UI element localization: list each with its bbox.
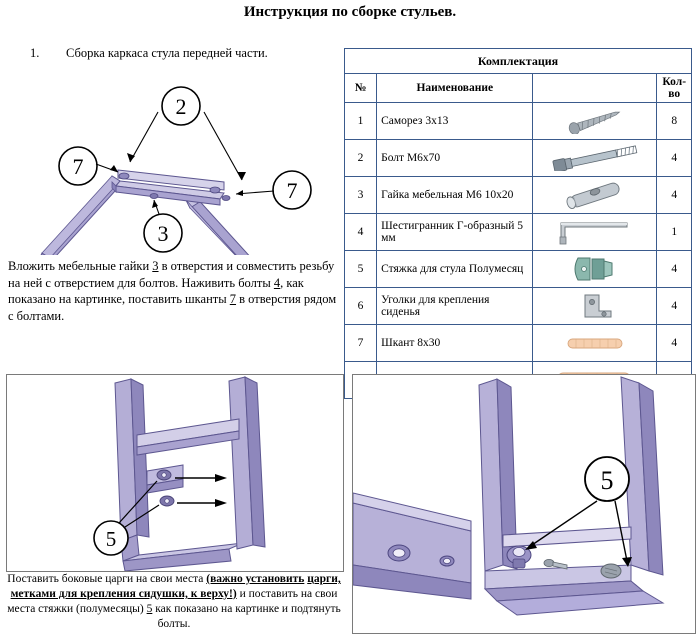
bolt-icon: [543, 145, 647, 171]
table-title: Комплектация: [345, 49, 692, 74]
part-quantity: 4: [657, 288, 692, 325]
caption-ref-4: 4: [273, 275, 281, 290]
figure-left: [6, 374, 344, 572]
callout-label-5-right: 5: [600, 466, 614, 495]
parts-table: [344, 48, 692, 399]
part-name: Шестигранник Г-образный 5 мм: [377, 214, 533, 251]
dowel-small-icon: [550, 333, 640, 353]
callout-label-2: 2: [175, 94, 187, 119]
caption-text-2a: ней с отверстием для болтов. Наживить болты: [23, 275, 274, 290]
step-1-number: 1.: [30, 46, 40, 60]
figure-left-illustration: [7, 375, 343, 571]
table-row: [345, 288, 692, 325]
callout-label-3: 3: [157, 221, 169, 246]
figure-right-illustration: [353, 375, 695, 633]
column-header-picture: [533, 74, 657, 103]
bottom-caption: [6, 572, 342, 632]
callout-label-5-left: 5: [105, 527, 117, 551]
bottom-caption-emph-1: (важно установить: [206, 573, 305, 585]
callout-label-7-right: 7: [286, 178, 298, 203]
part-name: Стяжка для стула Полумесяц: [377, 251, 533, 288]
column-header-name: Наименование: [377, 74, 533, 103]
part-name: Болт М6х70: [377, 140, 533, 177]
part-quantity: 4: [657, 140, 692, 177]
crescent-bracket-icon: [560, 254, 630, 284]
bottom-caption-ref-5: 5: [146, 602, 153, 615]
table-row: [345, 140, 692, 177]
part-name: Шкант 8х30: [377, 325, 533, 362]
part-number: 2: [345, 140, 377, 177]
caption-text-3a: на картинке, поставить шканты: [58, 292, 230, 306]
part-picture: [533, 177, 657, 214]
part-picture: [533, 288, 657, 325]
bottom-caption-emph-2: царги, метками для крепления сидушки, к верху!): [10, 573, 341, 600]
crescent-fitting-left: [157, 470, 171, 480]
part-quantity: 4: [657, 177, 692, 214]
part-number: 6: [345, 288, 377, 325]
part-quantity: 1: [657, 214, 692, 251]
caption-text-1a: Вложить мебельные гайки: [8, 259, 153, 273]
part-number: 3: [345, 177, 377, 214]
page-title: Инструкция по сборке стульев.: [243, 4, 457, 20]
part-name: Саморез 3х13: [377, 103, 533, 140]
column-header-number: №: [345, 74, 377, 103]
crescent-fitting-right: [160, 496, 174, 506]
part-quantity: 4: [657, 251, 692, 288]
part-number: 4: [345, 214, 377, 251]
bottom-caption-3a: поставить на свои места стяжки (полумесяцы): [7, 587, 338, 615]
step-1-caption: [8, 258, 342, 324]
part-quantity: 8: [657, 103, 692, 140]
figure-right: [352, 374, 696, 634]
screw-icon: [545, 108, 645, 134]
bottom-caption-2c: и: [236, 587, 246, 600]
table-row: [345, 103, 692, 140]
angle-bracket-icon: [565, 291, 625, 321]
parts-table-wrapper: [344, 48, 692, 399]
part-number: 1: [345, 103, 377, 140]
part-picture: [533, 251, 657, 288]
part-number: 5: [345, 251, 377, 288]
column-header-quantity: Кол-во: [657, 74, 692, 103]
part-picture: [533, 214, 657, 251]
part-quantity: 4: [657, 325, 692, 362]
table-row: [345, 177, 692, 214]
bottom-caption-1a: Поставить боковые царги на свои места: [7, 573, 207, 585]
caption-text-3c: в отверстия рядом с болтами.: [8, 292, 337, 323]
crescent-fitting-right-2: [601, 564, 621, 578]
step-1-heading: Сборка каркаса стула передней части.: [66, 46, 268, 60]
bottom-caption-3c: как показано на: [152, 602, 233, 615]
caption-text-2c: , как показано: [8, 275, 304, 306]
part-picture: [533, 325, 657, 362]
step-1-illustration: [8, 40, 342, 255]
hex-key-icon: [545, 217, 645, 247]
table-row: [345, 325, 692, 362]
callout-label-7-left: 7: [72, 154, 84, 179]
table-title-row: [345, 49, 692, 74]
bottom-caption-4: картинке и подтянуть болты.: [157, 602, 341, 630]
part-number: 7: [345, 325, 377, 362]
table-row: [345, 214, 692, 251]
part-name: Гайка мебельная М6 10х20: [377, 177, 533, 214]
step-1-section: [8, 40, 338, 325]
barrel-nut-icon: [550, 181, 640, 209]
table-row: [345, 251, 692, 288]
part-name: Уголки для крепления сиденья: [377, 288, 533, 325]
caption-ref-7: 7: [229, 292, 237, 306]
part-picture: [533, 103, 657, 140]
caption-ref-3: 3: [152, 259, 159, 273]
part-picture: [533, 140, 657, 177]
caption-text-1c: в отверстия и совместить резьбу на: [8, 259, 335, 290]
table-header-row: [345, 74, 692, 103]
